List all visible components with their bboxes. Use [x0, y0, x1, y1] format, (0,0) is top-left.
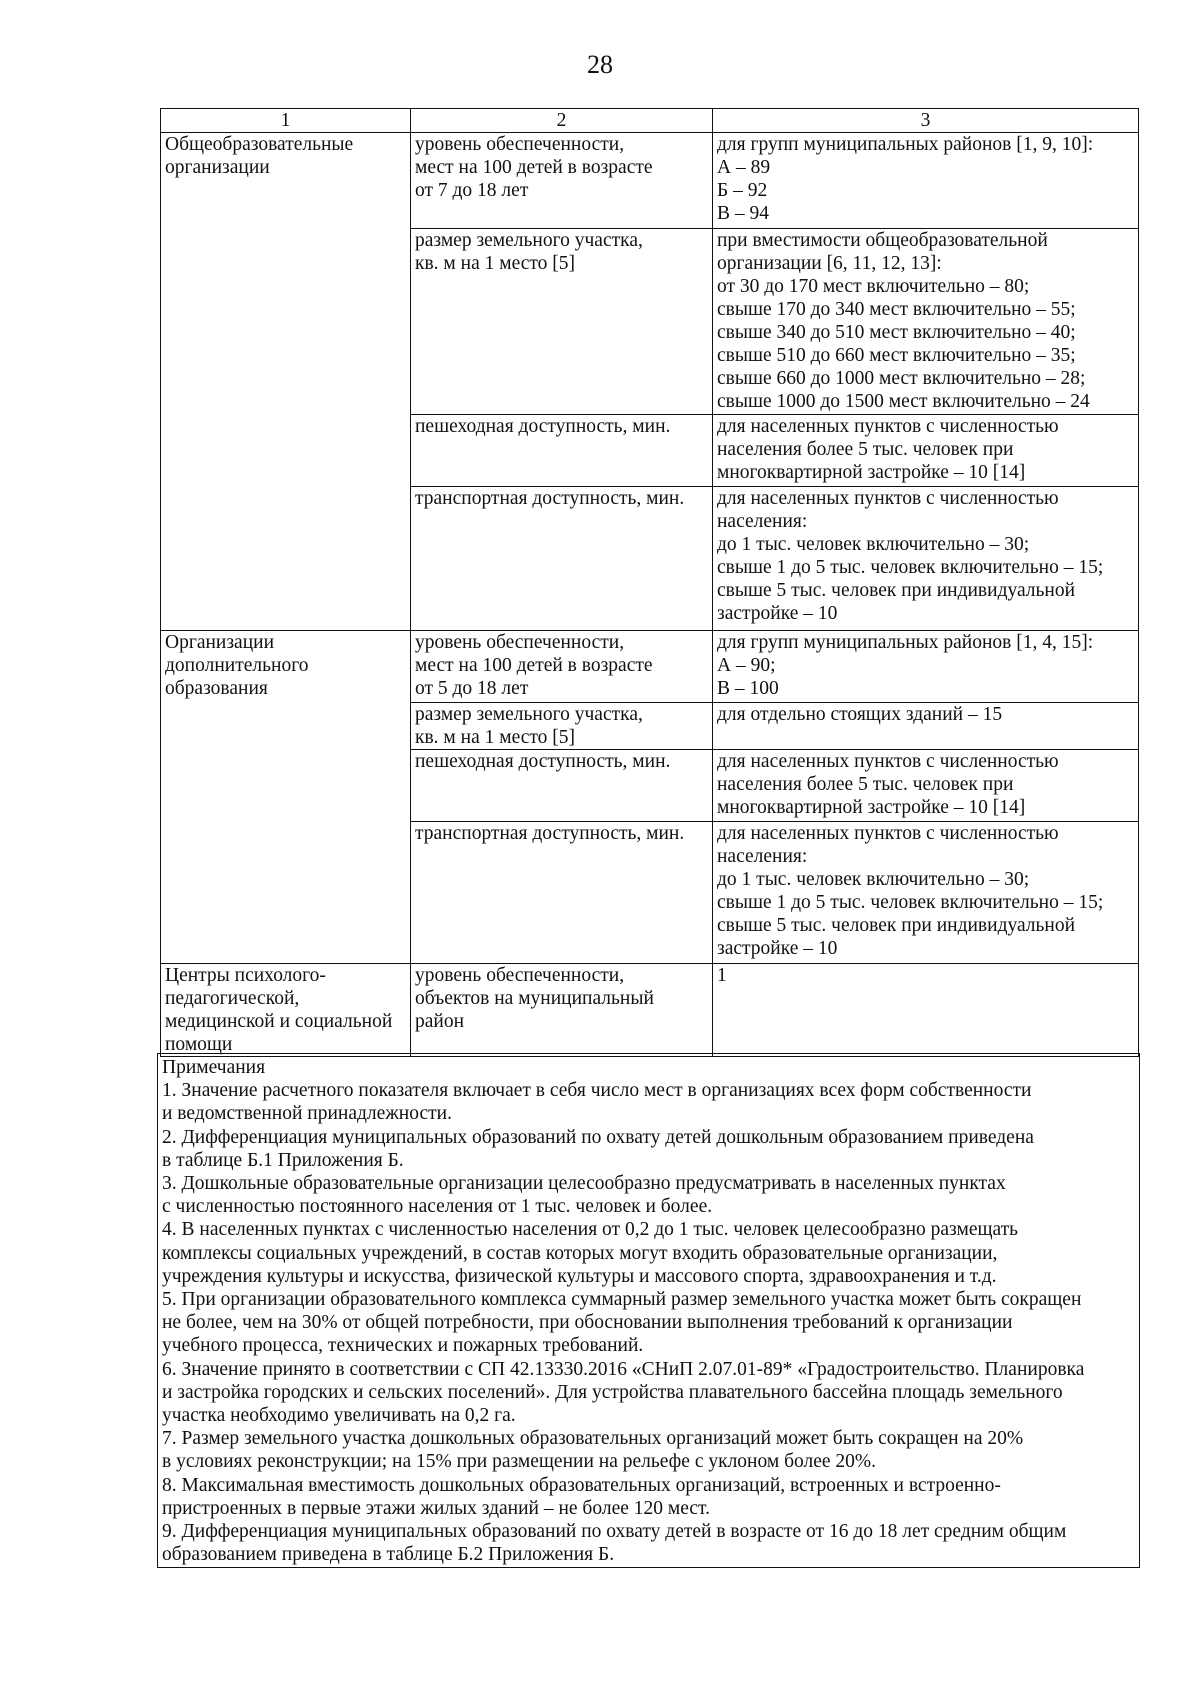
notes-title: Примечания	[162, 1057, 266, 1078]
value-cell: 1	[713, 964, 1139, 1057]
value-cell: для населенных пунктов с численностью населения: до 1 тыс. человек включительно – 30; свыше 1 до 5 тыс. человек включительно – 15; свыше 5 тыс. человек при индивидуальной застройке – 10	[713, 487, 1139, 631]
table-row	[161, 631, 1139, 703]
indicator-cell: уровень обеспеченности, мест на 100 детей в возрасте от 7 до 18 лет	[411, 133, 713, 229]
organization-type-cell: Организации дополнительного образования	[161, 631, 411, 964]
value-cell: для населенных пунктов с численностью населения более 5 тыс. человек при многоквартирной застройке – 10 [14]	[713, 415, 1139, 487]
value-cell: при вместимости общеобразовательной организации [6, 11, 12, 13]: от 30 до 170 мест включительно – 80; свыше 170 до 340 мест включительно – 55; свыше 340 до 510 мест включительно – 40; свыше 510 до 660 мест включительно – 35; свыше 660 до 1000 мест включительно – 28; свыше 1000 до 1500 мест включительно – 24	[713, 229, 1139, 415]
value-cell: для групп муниципальных районов [1, 4, 15]: А – 90; В – 100	[713, 631, 1139, 703]
table-row	[161, 133, 1139, 229]
value-cell: для населенных пунктов с численностью населения: до 1 тыс. человек включительно – 30; свыше 1 до 5 тыс. человек включительно – 15; свыше 5 тыс. человек при индивидуальной застройке – 10	[713, 822, 1139, 964]
organization-type-cell: Центры психолого- педагогической, медицинской и социальной помощи	[161, 964, 411, 1057]
organization-type-cell: Общеобразовательные организации	[161, 133, 411, 631]
indicator-cell: пешеходная доступность, мин.	[411, 415, 713, 487]
value-cell: для населенных пунктов с численностью населения более 5 тыс. человек при многоквартирной застройке – 10 [14]	[713, 750, 1139, 822]
indicator-cell: транспортная доступность, мин.	[411, 822, 713, 964]
column-header: 2	[411, 109, 713, 133]
note-item: 2. Дифференциация муниципальных образований по охвату детей дошкольным образованием приведена в таблице Б.1 Приложения Б.	[162, 1126, 1034, 1171]
indicator-cell: пешеходная доступность, мин.	[411, 750, 713, 822]
page-number: 28	[587, 50, 613, 79]
note-item: 9. Дифференциация муниципальных образований по охвату детей в возрасте от 16 до 18 лет средним общим образованием приведена в таблице Б.2 Приложения Б.	[162, 1521, 1067, 1566]
note-item: 3. Дошкольные образовательные организации целесообразно предусматривать в населенных пунктах с численностью постоянного населения от 1 тыс. человек и более.	[162, 1173, 1006, 1218]
indicator-cell: уровень обеспеченности, объектов на муниципальный район	[411, 964, 713, 1057]
column-header: 3	[713, 109, 1139, 133]
indicator-cell: размер земельного участка, кв. м на 1 место [5]	[411, 229, 713, 415]
column-header: 1	[161, 109, 411, 133]
note-item: 8. Максимальная вместимость дошкольных образовательных организаций, встроенных и встроенно- пристроенных в первые этажи жилых зданий – не более 120 мест.	[162, 1474, 1001, 1519]
table-header-row	[161, 109, 1139, 133]
note-item: 4. В населенных пунктах с численностью населения от 0,2 до 1 тыс. человек целесообразно размещать комплексы социальных учреждений, в состав которых могут входить образовательные организации, учреждения культуры и искусства, физической культуры и массового спорта, здравоохранения и т.д.	[162, 1219, 1019, 1287]
table-row	[161, 964, 1139, 1057]
value-cell: для групп муниципальных районов [1, 9, 10]: А – 89 Б – 92 В – 94	[713, 133, 1139, 229]
indicator-cell: транспортная доступность, мин.	[411, 487, 713, 631]
value-cell: для отдельно стоящих зданий – 15	[713, 703, 1139, 750]
notes-box	[157, 1053, 1140, 1568]
indicator-cell: уровень обеспеченности, мест на 100 детей в возрасте от 5 до 18 лет	[411, 631, 713, 703]
indicator-cell: размер земельного участка, кв. м на 1 место [5]	[411, 703, 713, 750]
standards-table	[160, 108, 1139, 1057]
note-item: 7. Размер земельного участка дошкольных образовательных организаций может быть сокращен на 20% в условиях реконструкции; на 15% при размещении на рельефе с уклоном более 20%.	[162, 1428, 1024, 1473]
note-item: 6. Значение принято в соответствии с СП 42.13330.2016 «СНиП 2.07.01-89* «Градостроительство. Планировка и застройка городских и сельских поселений». Для устройства плавательного бассейна площадь земельного участка необходимо увеличивать на 0,2 га.	[162, 1358, 1085, 1427]
note-item: 5. При организации образовательного комплекса суммарный размер земельного участка может быть сокращен не более, чем на 30% от общей потребности, при обосновании выполнения требований к организации учебного процесса, технических и пожарных требований.	[162, 1289, 1082, 1357]
note-item: 1. Значение расчетного показателя включает в себя число мест в организациях всех форм собственности и ведомственной принадлежности.	[162, 1080, 1032, 1125]
